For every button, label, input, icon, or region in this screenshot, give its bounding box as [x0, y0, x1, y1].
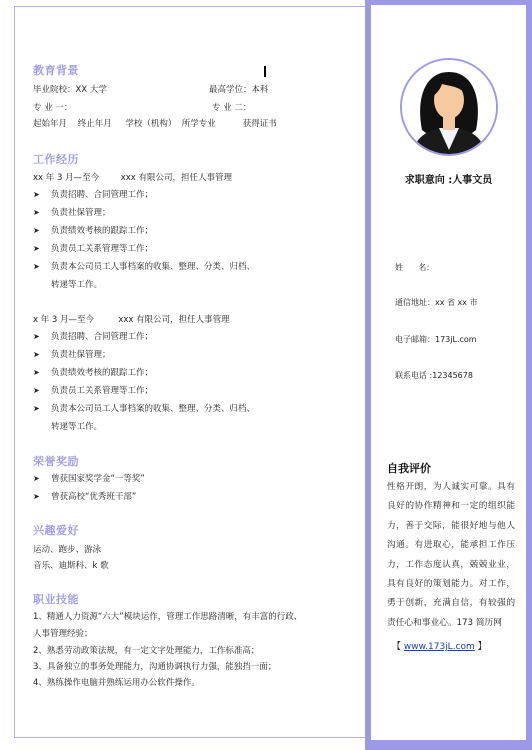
job-duty: ➤ 负责绩效考核的跟踪工作；	[33, 368, 154, 378]
section-title-work: 工作经历	[33, 153, 79, 166]
skill-item: 4、熟练操作电脑并熟练运用办公软件操作。	[33, 678, 200, 688]
skill-item: 1、精通人力资源“六大”模块运作，管理工作思路清晰，有丰富的行政、	[33, 612, 303, 622]
job-duty: ➤ 负责社保管理；	[33, 208, 111, 218]
arrowhead-bullet-icon: ➤	[33, 226, 40, 235]
section-title-skills: 职业技能	[33, 593, 79, 606]
arrowhead-bullet-icon: ➤	[33, 350, 40, 359]
arrowhead-bullet-icon: ➤	[33, 262, 40, 271]
education-school: 毕业院校：XX 大学	[33, 85, 107, 95]
award-item: ➤ 曾获高校“优秀班干部”	[33, 492, 137, 502]
job-duty: ➤ 负责招聘、合同管理工作；	[33, 332, 154, 342]
job-duty: ➤ 负责社保管理；	[33, 350, 111, 360]
education-degree: 最高学位：本科	[209, 85, 269, 95]
job-duty: ➤ 负责员工关系管理等工作；	[33, 244, 154, 254]
section-title-education: 教育背景	[33, 64, 79, 77]
arrowhead-bullet-icon: ➤	[33, 244, 40, 253]
job-duty: ➤ 负责员工关系管理等工作；	[33, 386, 154, 396]
skill-item: 人事管理经验；	[33, 629, 93, 639]
contact-email: 电子邮箱：173jL.com	[395, 335, 477, 344]
award-item: ➤ 曾获国家奖学金“一等奖”	[33, 474, 145, 484]
job-duty-continuation: 转递等工作。	[51, 422, 103, 432]
self-eval-link-row	[392, 639, 487, 652]
hobby-line: 音乐、迪斯科、k 歌	[33, 561, 109, 571]
hobby-line: 运动、跑步、游泳	[33, 545, 102, 555]
arrowhead-bullet-icon: ➤	[33, 404, 40, 413]
text-cursor	[264, 66, 266, 77]
arrowhead-bullet-icon: ➤	[33, 332, 40, 341]
avatar-woman-icon	[400, 58, 498, 156]
education-major-1: 专 业 一：	[33, 103, 73, 113]
website-link[interactable]: www.173jL.com	[403, 642, 475, 652]
bracket-open: 【	[392, 642, 402, 652]
education-major-2: 专 业 二：	[212, 103, 252, 113]
section-title-hobbies: 兴趣爱好	[33, 524, 79, 537]
job-duty: ➤ 负责本公司员工人事档案的收集、整理、分类、归档、	[33, 404, 256, 414]
self-eval-text: 性格开朗，为人诚实可靠。具有良好的协作精神和一定的组织能力，善于交际，能很好地与他人沟通。有进取心，能承担工作压力，工作态度认真，兢兢业业，具有良好的策划能力。对工作，勇于创新，充满自信，有较强的责任心和事业心。173 简历网	[387, 482, 515, 628]
job-intent: 求职意向 :人事文员	[404, 175, 493, 186]
contact-address: 通信地址：xx 省 xx 市	[395, 298, 478, 307]
section-title-awards: 荣誉奖励	[33, 455, 79, 468]
contact-name: 姓 名：	[395, 263, 435, 272]
contact-phone: 联系电话 :12345678	[395, 371, 473, 380]
job-header: xx 年 3 月—至今 xxx 有限公司，担任人事管理	[33, 173, 232, 183]
skill-item: 3、具备独立的事务处理能力，沟通协调执行力强，能独挡一面；	[33, 662, 277, 672]
job-duty: ➤ 负责招聘、合同管理工作；	[33, 190, 154, 200]
job-duty-continuation: 转递等工作。	[51, 280, 103, 290]
arrowhead-bullet-icon: ➤	[33, 368, 40, 377]
job-duty: ➤ 负责本公司员工人事档案的收集、整理、分类、归档、	[33, 262, 256, 272]
bracket-close: 】	[477, 642, 487, 652]
arrowhead-bullet-icon: ➤	[33, 386, 40, 395]
arrowhead-bullet-icon: ➤	[33, 474, 40, 483]
arrowhead-bullet-icon: ➤	[33, 492, 40, 501]
skill-item: 2、熟悉劳动政策法规，有一定文字处理能力，工作标准高；	[33, 646, 260, 656]
self-eval-title: 自我评价	[387, 462, 431, 475]
arrowhead-bullet-icon: ➤	[33, 208, 40, 217]
education-columns: 起始年月 终止年月 学校（机构） 所学专业 获得证书	[33, 119, 277, 129]
job-header: x 年 3 月—至今 xxx 有限公司，担任人事管理	[33, 315, 230, 325]
arrowhead-bullet-icon: ➤	[33, 190, 40, 199]
job-duty: ➤ 负责绩效考核的跟踪工作；	[33, 226, 154, 236]
